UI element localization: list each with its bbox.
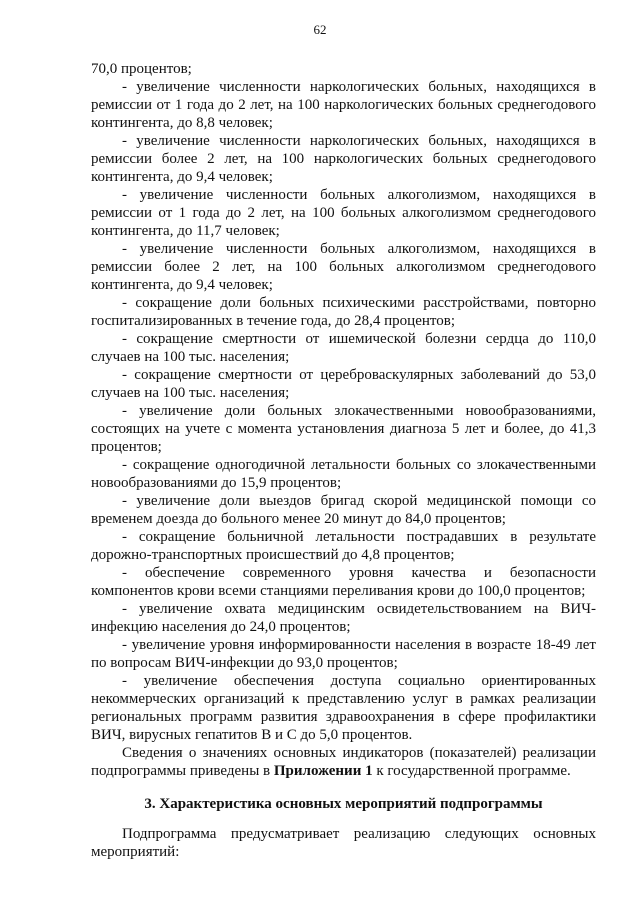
list-item: - сокращение одногодичной летальности больных со злокачественными новообразованиями до 15,9 процентов; — [91, 457, 596, 491]
section-heading: 3. Характеристика основных мероприятий подпрограммы — [144, 796, 543, 812]
closing-paragraph: Подпрограмма предусматривает реализацию следующих основных мероприятий: — [91, 826, 596, 860]
list-item: - увеличение численности больных алкоголизмом, находящихся в ремиссии от 1 года до 2 лет, на 100 больных алкоголизмом среднегодового контингента, до 11,7 человек; — [91, 187, 596, 239]
list-item: - увеличение доли больных злокачественными новообразованиями, состоящих на учете с момента установления диагноза 5 лет и более, до 41,3 процентов; — [91, 403, 596, 455]
list-item: - увеличение численности больных алкоголизмом, находящихся в ремиссии более 2 лет, на 100 больных алкоголизмом среднегодового контингента, до 9,4 человек; — [91, 241, 596, 293]
summary-paragraph — [91, 744, 596, 780]
page-number: 62 — [313, 22, 327, 37]
list-item: - сокращение больничной летальности пострадавших в результате дорожно-транспортных происшествий до 4,8 процентов; — [91, 529, 596, 563]
list-item: - сокращение доли больных психическими расстройствами, повторно госпитализированных в течение года, до 28,4 процентов; — [91, 295, 596, 329]
list-item: - увеличение численности наркологических больных, находящихся в ремиссии более 2 лет, на 100 наркологических больных среднегодового контингента, до 9,4 человек; — [91, 133, 596, 185]
list-item: - обеспечение современного уровня качества и безопасности компонентов крови всеми станциями переливания крови до 100,0 процентов; — [91, 565, 596, 599]
summary-text-end: к государственной программе. — [372, 763, 571, 779]
list-item: - увеличение обеспечения доступа социально ориентированных некоммерческих организаций к представлению услуг в рамках реализации региональных программ развития здравоохранения в сфере профилактики ВИЧ, вирусных гепатитов В и С до 5,0 процентов. — [91, 673, 596, 743]
continuation-line: 70,0 процентов; — [91, 61, 192, 77]
list-item: - сокращение смертности от ишемической болезни сердца до 110,0 случаев на 100 тыс. населения; — [91, 331, 596, 365]
list-item: - увеличение охвата медицинским освидетельствованием на ВИЧ-инфекцию населения до 24,0 процентов; — [91, 601, 596, 635]
appendix-reference: Приложении 1 — [273, 763, 373, 779]
document-body — [91, 60, 596, 861]
summary-text-start: Сведения о значениях основных индикаторов (показателей) реализации подпрограммы приведены в — [91, 745, 596, 779]
list-item: - увеличение уровня информированности населения в возрасте 18-49 лет по вопросам ВИЧ-инфекции до 93,0 процентов; — [91, 637, 596, 671]
list-item: - увеличение численности наркологических больных, находящихся в ремиссии от 1 года до 2 лет, на 100 наркологических больных среднегодового контингента, до 8,8 человек; — [91, 79, 596, 131]
list-item: - увеличение доли выездов бригад скорой медицинской помощи со временем доезда до больного менее 20 минут до 84,0 процентов; — [91, 493, 596, 527]
list-item: - сокращение смертности от цереброваскулярных заболеваний до 53,0 случаев на 100 тыс. населения; — [91, 367, 596, 401]
